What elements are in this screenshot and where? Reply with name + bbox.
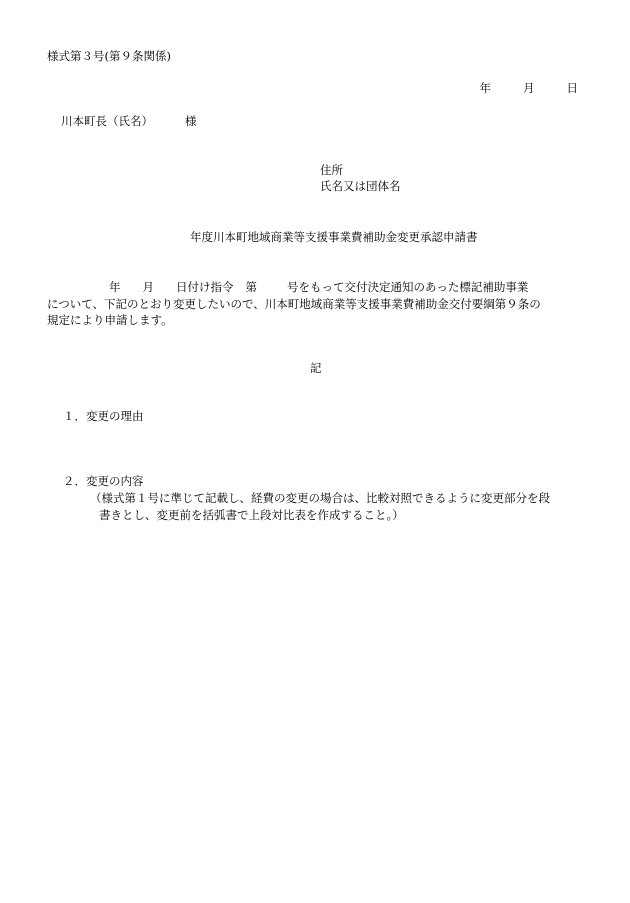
addressee: [61, 116, 197, 128]
applicant-address-label: 住所: [320, 163, 343, 177]
date-year: 年: [479, 81, 491, 95]
form-number: 様式第３号(第９条関係): [47, 49, 171, 63]
applicant-name-label: 氏名又は団体名: [320, 179, 401, 193]
addressee-name: 川本町長（氏名）: [61, 114, 153, 128]
addressee-honorific: 様: [185, 114, 197, 128]
body-rest: 号をもって交付決定通知のあった標記補助事業: [287, 280, 529, 294]
body-year: 年: [109, 280, 121, 294]
body-dai: 第: [245, 280, 257, 294]
body-line-1: [47, 279, 587, 296]
item-change-content: ２．変更の内容: [63, 474, 144, 488]
body-line-3: 規定により申請します。: [47, 313, 173, 327]
body-day-text: 日付け指令: [176, 280, 234, 294]
item-change-reason: １．変更の理由: [63, 409, 144, 423]
body-paragraph: [47, 279, 587, 329]
note-line-2: 書きとし、変更前を括弧書で上段対比表を作成すること。）: [99, 508, 404, 522]
body-month: 月: [142, 280, 154, 294]
ki-heading: 記: [310, 361, 322, 375]
date-month: 月: [523, 81, 535, 95]
date-line: [480, 83, 579, 95]
note-line-1: （様式第１号に準じて記載し、経費の変更の場合は、比較対照できるように変更部分を段: [90, 491, 550, 505]
date-day: 日: [566, 81, 578, 95]
document-title: 年度川本町地域商業等支援事業費補助金変更承認申請書: [190, 230, 478, 244]
body-line-2: について、下記のとおり変更したいので、川本町地域商業等支援事業費補助金交付要綱第９条の: [47, 296, 541, 311]
